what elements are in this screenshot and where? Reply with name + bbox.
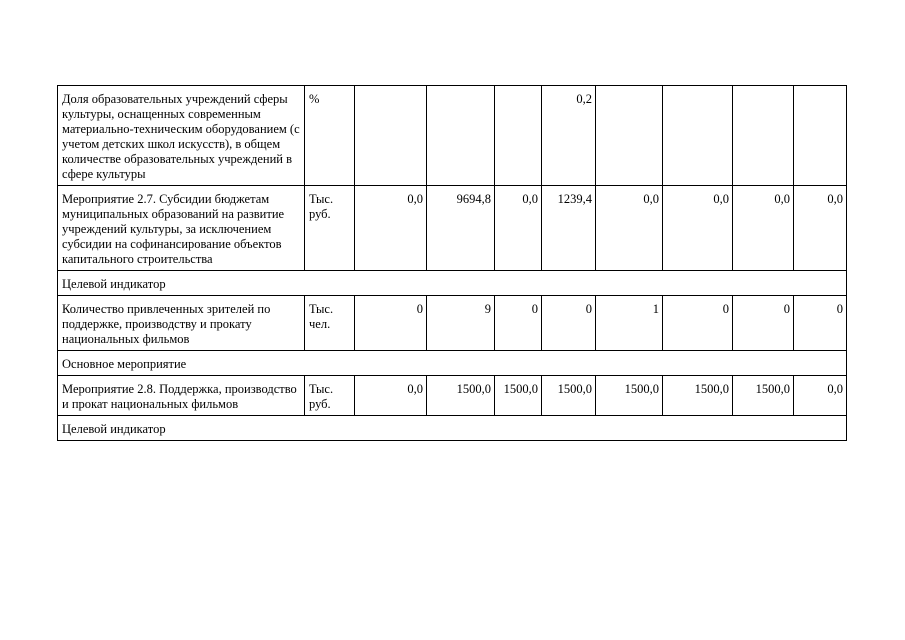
- value-cell: [733, 86, 794, 186]
- value-cell: 0,0: [794, 376, 847, 416]
- value-cell: 1500,0: [427, 376, 495, 416]
- value-cell: [495, 86, 542, 186]
- value-cell: 0: [542, 296, 596, 351]
- table-row: [58, 86, 847, 186]
- section-label: Целевой индикатор: [58, 271, 847, 296]
- value-cell: 0: [733, 296, 794, 351]
- value-cell: 1500,0: [733, 376, 794, 416]
- section-label: Целевой индикатор: [58, 416, 847, 441]
- value-cell: 1500,0: [495, 376, 542, 416]
- value-cell: 0,0: [596, 186, 663, 271]
- value-cell: 0,2: [542, 86, 596, 186]
- section-label: Основное мероприятие: [58, 351, 847, 376]
- value-cell: 0,0: [733, 186, 794, 271]
- value-cell: 0: [794, 296, 847, 351]
- unit-cell: Тыс. руб.: [305, 186, 355, 271]
- value-cell: 9694,8: [427, 186, 495, 271]
- value-cell: 1500,0: [663, 376, 733, 416]
- value-cell: [596, 86, 663, 186]
- value-cell: 1500,0: [542, 376, 596, 416]
- value-cell: [427, 86, 495, 186]
- value-cell: 0,0: [663, 186, 733, 271]
- unit-cell: Тыс. чел.: [305, 296, 355, 351]
- value-cell: 1239,4: [542, 186, 596, 271]
- value-cell: 1500,0: [596, 376, 663, 416]
- table-row: [58, 296, 847, 351]
- section-row: [58, 351, 847, 376]
- value-cell: 1: [596, 296, 663, 351]
- indicator-name-cell: Доля образовательных учреждений сферы культуры, оснащенных современным материально-техническим оборудованием (с учетом детских школ искусств), в общем количестве образовательных учреждений в сфере культуры: [58, 86, 305, 186]
- value-cell: 0: [355, 296, 427, 351]
- value-cell: 9: [427, 296, 495, 351]
- value-cell: 0,0: [495, 186, 542, 271]
- section-row: [58, 416, 847, 441]
- value-cell: 0: [663, 296, 733, 351]
- section-row: [58, 271, 847, 296]
- value-cell: [663, 86, 733, 186]
- unit-cell: Тыс. руб.: [305, 376, 355, 416]
- indicators-table: [57, 85, 847, 441]
- table-row: [58, 186, 847, 271]
- indicator-name-cell: Мероприятие 2.7. Субсидии бюджетам муниципальных образований на развитие учреждений культуры, за исключением субсидии на софинансирование объектов капитального строительства: [58, 186, 305, 271]
- table-row: [58, 376, 847, 416]
- indicator-name-cell: Количество привлеченных зрителей по поддержке, производству и прокату национальных фильмов: [58, 296, 305, 351]
- value-cell: 0,0: [355, 376, 427, 416]
- table-body: [58, 86, 847, 441]
- value-cell: 0,0: [355, 186, 427, 271]
- value-cell: [355, 86, 427, 186]
- value-cell: [794, 86, 847, 186]
- unit-cell: %: [305, 86, 355, 186]
- value-cell: 0,0: [794, 186, 847, 271]
- indicator-name-cell: Мероприятие 2.8. Поддержка, производство и прокат национальных фильмов: [58, 376, 305, 416]
- value-cell: 0: [495, 296, 542, 351]
